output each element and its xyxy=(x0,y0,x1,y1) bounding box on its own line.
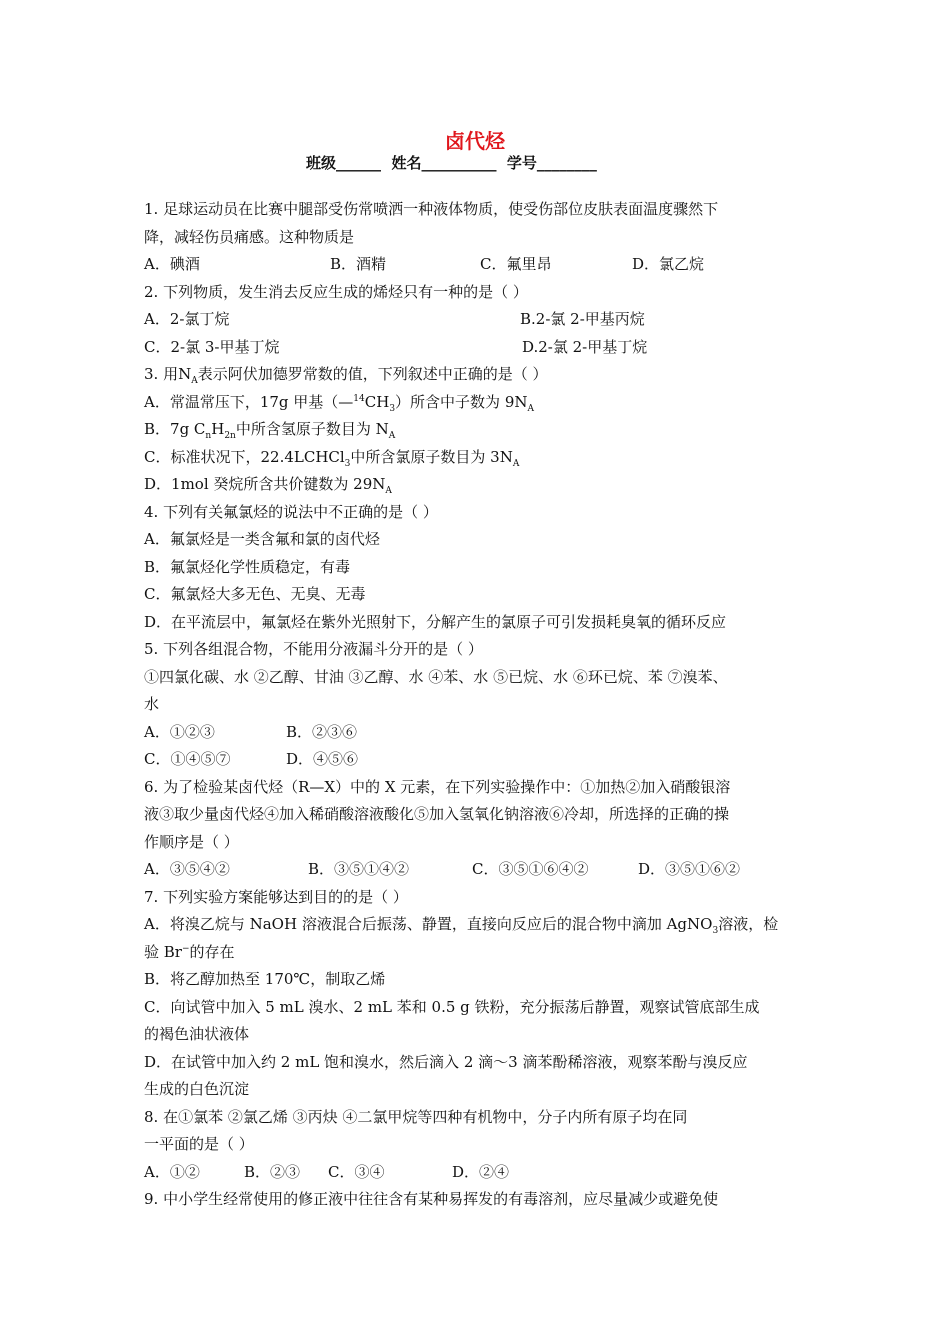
q6-option-a: A．③⑤④② xyxy=(144,860,230,878)
document-title: 卤代烃 xyxy=(445,129,505,153)
q9-stem: 9. 中小学生经常使用的修正液中往往含有某种易挥发的有毒溶剂，应尽量减少或避免使 xyxy=(144,1190,719,1208)
q2-stem: 2. 下列物质，发生消去反应生成的烯烃只有一种的是（ ） xyxy=(144,282,528,301)
q5-options-row1 xyxy=(144,719,814,747)
q8-option-a: A．①② xyxy=(144,1162,200,1181)
q5-option-b: B．②③⑥ xyxy=(286,722,358,741)
q5-option-a: A．①②③ xyxy=(144,722,215,741)
question-list xyxy=(144,196,814,1214)
q5-mixtures-line1: ①四氯化碳、水 ②乙醇、甘油 ③乙醇、水 ④苯、水 ⑤已烷、水 ⑥环已烷、苯 ⑦溴苯、 xyxy=(144,667,728,686)
q5-option-d: D．④⑤⑥ xyxy=(286,750,359,768)
q3-option-d: D．1mol 癸烷所含共价键数为 $29N_A$ xyxy=(144,475,392,496)
q1-options xyxy=(144,251,814,279)
q4-option-b: B．氟氯烃化学性质稳定，有毒 xyxy=(144,557,351,576)
q1-option-d: D．氯乙烷 xyxy=(632,255,705,273)
q2-options-row2 xyxy=(144,334,814,362)
q2-option-a: A．2-氯丁烷 xyxy=(144,310,230,328)
q2-option-c: C．2-氯 3-甲基丁烷 xyxy=(144,337,280,356)
q3-option-a: A．常温常压下，17g 甲基$(—^{14}CH_3)$所含中子数为 $9N_A$ xyxy=(144,392,534,414)
q6-option-b: B．③⑤①④② xyxy=(308,860,410,878)
q7-stem: 7. 下列实验方案能够达到目的的是（ ） xyxy=(144,887,408,906)
q4-stem: 4. 下列有关氟氯烃的说法中不正确的是（ ） xyxy=(144,502,438,521)
q4-option-a: A．氟氯烃是一类含氟和氯的卤代烃 xyxy=(144,530,380,548)
q6-option-d: D．③⑤①⑥② xyxy=(638,860,741,878)
q7-option-c-line1: C．向试管中加入 5 mL 溴水、2 mL 苯和 0.5 g 铁粉，充分振荡后静置，观察试管底部生成 xyxy=(144,997,760,1016)
q7-option-c-line2: 的褐色油状液体 xyxy=(144,1025,250,1043)
q4-option-c: C．氟氯烃大多无色、无臭、无毒 xyxy=(144,585,366,603)
q3-option-c: C．标准状况下，22.4LCHCl$_3$中所含氯原子数目为 $3N_A$ xyxy=(144,447,520,469)
q6-stem-line2: 液③取少量卤代烃④加入稀硝酸溶液酸化⑤加入氢氧化钠溶液⑥冷却，所选择的正确的操 xyxy=(144,805,730,823)
q8-stem-line1: 8. 在①氯苯 ②氯乙烯 ③丙炔 ④二氯甲烷等四种有机物中，分子内所有原子均在同 xyxy=(144,1107,688,1126)
q8-option-b: B．②③ xyxy=(244,1162,301,1181)
q6-option-c: C．③⑤①⑥④② xyxy=(472,860,589,878)
q7-option-a-line1: A．将溴乙烷与 NaOH 溶液混合后振荡、静置，直接向反应后的混合物中滴加 AgNO$_3$溶液，检 xyxy=(144,915,779,936)
q1-stem-line2: 降，减轻伤员痛感。这种物质是 xyxy=(144,227,355,246)
q2-option-b: B.2-氯 2-甲基丙烷 xyxy=(520,310,645,328)
q3-stem: 3. 用$N_A$表示阿伏加德罗常数的值，下列叙述中正确的是（ ） xyxy=(144,365,548,386)
q7-option-b: B．将乙醇加热至 170℃，制取乙烯 xyxy=(144,970,386,988)
student-info-line: 班级______ 姓名__________ 学号________ xyxy=(306,154,597,172)
q6-stem-line1: 6. 为了检验某卤代烃（R—X）中的 X 元素，在下列实验操作中：①加热②加入硝酸银溶 xyxy=(144,777,731,796)
q1-option-a: A．碘酒 xyxy=(144,255,200,273)
q8-options xyxy=(144,1159,814,1187)
q8-option-c: C．③④ xyxy=(328,1162,385,1181)
q5-mixtures-line2: 水 xyxy=(144,695,160,713)
q4-option-d: D．在平流层中，氟氯烃在紫外光照射下，分解产生的氯原子可引发损耗臭氧的循环反应 xyxy=(144,612,727,631)
q8-stem-line2: 一平面的是（ ） xyxy=(144,1135,254,1153)
q2-options-row1 xyxy=(144,306,814,334)
q5-options-row2 xyxy=(144,746,814,774)
q5-option-c: C．①④⑤⑦ xyxy=(144,750,231,768)
q1-option-b: B．酒精 xyxy=(330,255,387,273)
q7-option-a-line2: 验 Br−的存在 xyxy=(144,942,235,961)
q7-option-d-line2: 生成的白色沉淀 xyxy=(144,1080,250,1098)
q8-option-d: D．②④ xyxy=(452,1162,510,1181)
q7-option-d-line1: D．在试管中加入约 2 mL 饱和溴水，然后滴入 2 滴～3 滴苯酚稀溶液，观察苯酚与溴反应 xyxy=(144,1052,748,1071)
q2-option-d: D.2-氯 2-甲基丁烷 xyxy=(522,337,648,356)
q6-options xyxy=(144,856,814,884)
q1-stem-line1: 1. 足球运动员在比赛中腿部受伤常喷洒一种液体物质，使受伤部位皮肤表面温度骤然下 xyxy=(144,200,719,218)
q5-stem: 5. 下列各组混合物，不能用分液漏斗分开的是（ ） xyxy=(144,640,483,658)
q6-stem-line3: 作顺序是（ ） xyxy=(144,832,239,851)
q3-option-b: B．7g $C_nH_{2n}$中所含氢原子数目为 $N_A$ xyxy=(144,420,396,441)
q1-option-c: C．氟里昂 xyxy=(480,255,552,273)
